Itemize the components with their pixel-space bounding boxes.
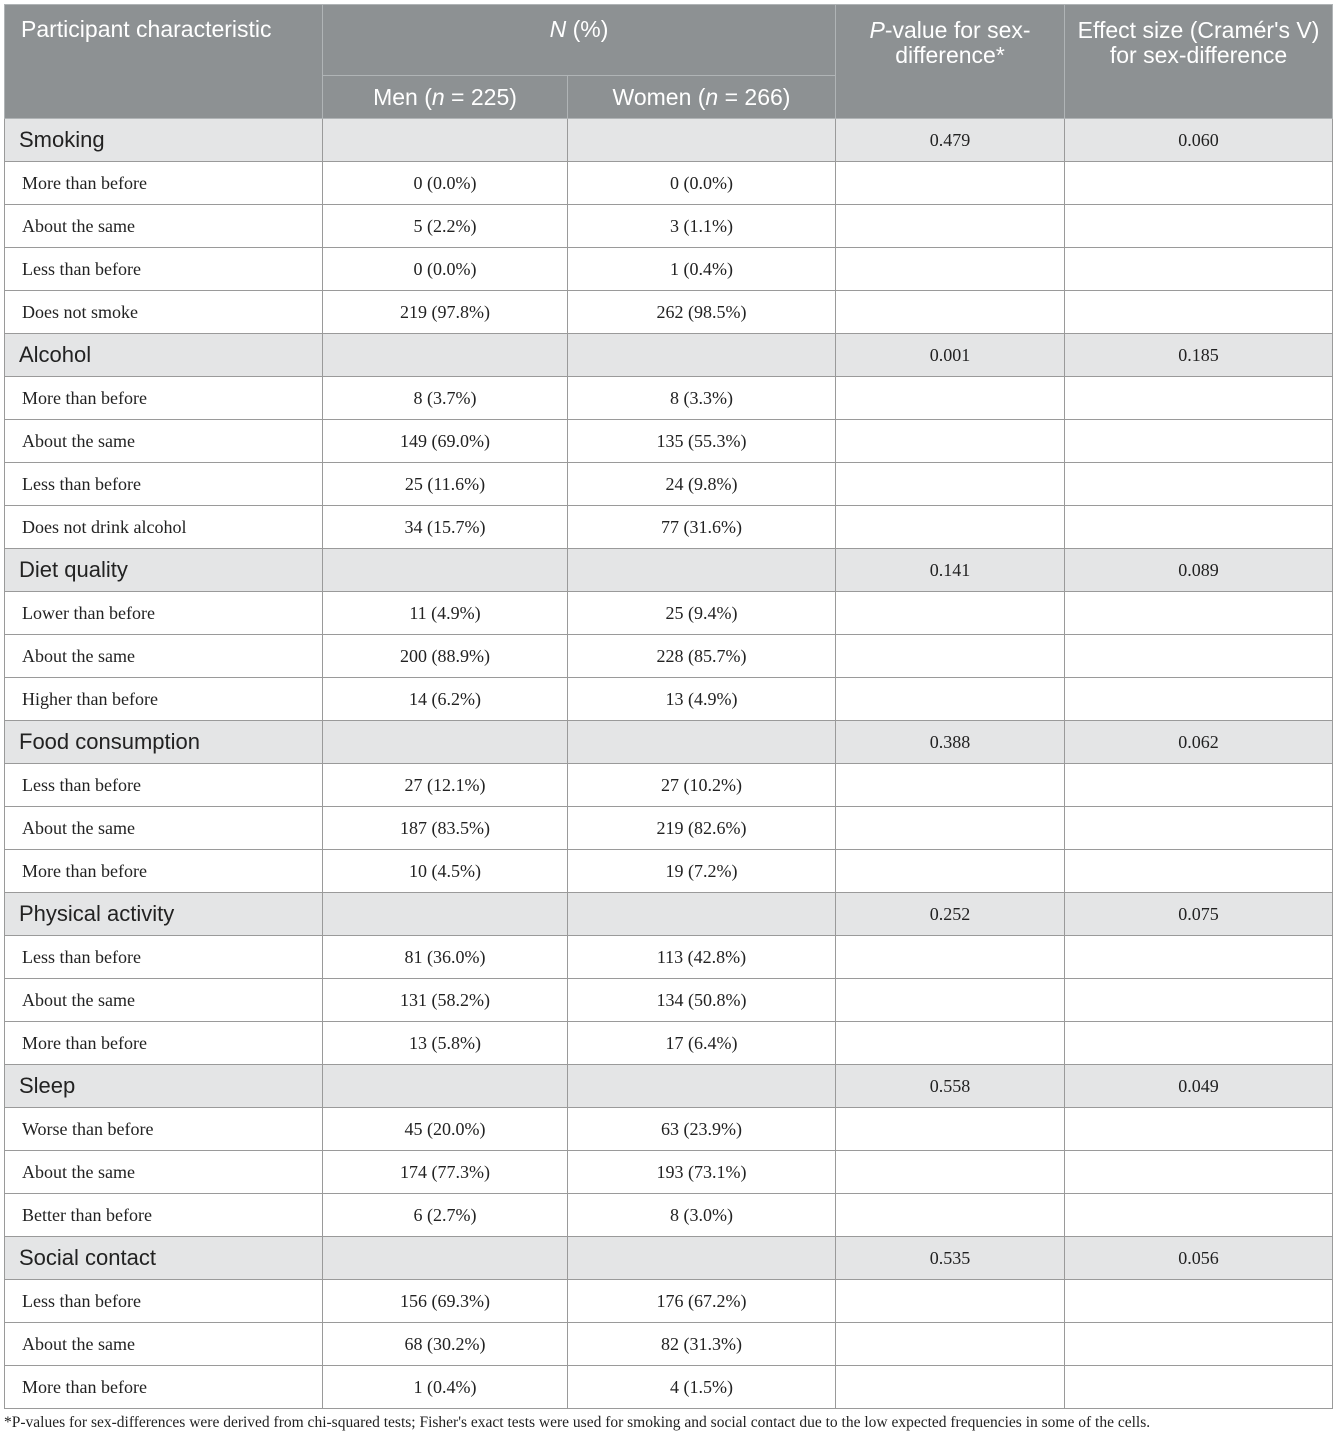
table-row xyxy=(5,377,1333,420)
row-label: About the same xyxy=(5,807,323,850)
row-label: More than before xyxy=(5,377,323,420)
row-label: More than before xyxy=(5,1366,323,1409)
empty-cell xyxy=(836,850,1065,893)
table-row xyxy=(5,205,1333,248)
group-empty xyxy=(323,549,568,592)
group-name: Diet quality xyxy=(5,549,323,592)
empty-cell xyxy=(1065,807,1333,850)
group-name: Physical activity xyxy=(5,893,323,936)
group-empty xyxy=(568,334,836,377)
empty-cell xyxy=(836,678,1065,721)
empty-cell xyxy=(1065,1108,1333,1151)
header-men-n: n xyxy=(431,83,445,110)
men-value: 187 (83.5%) xyxy=(323,807,568,850)
table-row xyxy=(5,850,1333,893)
group-row xyxy=(5,119,1333,162)
row-label: About the same xyxy=(5,205,323,248)
women-value: 77 (31.6%) xyxy=(568,506,836,549)
row-label: About the same xyxy=(5,635,323,678)
empty-cell xyxy=(1065,463,1333,506)
women-value: 193 (73.1%) xyxy=(568,1151,836,1194)
table-container xyxy=(4,4,1332,1409)
header-p-letter: P xyxy=(869,17,885,43)
header-men-label: Men ( xyxy=(373,83,432,110)
row-label: About the same xyxy=(5,1323,323,1366)
women-value: 113 (42.8%) xyxy=(568,936,836,979)
group-empty xyxy=(568,1065,836,1108)
table-row xyxy=(5,162,1333,205)
empty-cell xyxy=(836,205,1065,248)
women-value: 262 (98.5%) xyxy=(568,291,836,334)
empty-cell xyxy=(836,764,1065,807)
group-empty xyxy=(568,119,836,162)
table-footnote: *P-values for sex-differences were derived from chi-squared tests; Fisher's exact tests were used for smoking and social contact due to the low expected frequencies in some of the cells. xyxy=(4,1414,1151,1431)
empty-cell xyxy=(836,463,1065,506)
women-value: 17 (6.4%) xyxy=(568,1022,836,1065)
empty-cell xyxy=(836,1194,1065,1237)
empty-cell xyxy=(836,1151,1065,1194)
group-empty xyxy=(568,549,836,592)
group-pvalue: 0.535 xyxy=(836,1237,1065,1280)
empty-cell xyxy=(836,936,1065,979)
empty-cell xyxy=(1065,205,1333,248)
group-effect-size: 0.185 xyxy=(1065,334,1333,377)
header-women xyxy=(568,76,836,119)
group-pvalue: 0.252 xyxy=(836,893,1065,936)
group-row xyxy=(5,1237,1333,1280)
row-label: Less than before xyxy=(5,1280,323,1323)
men-value: 34 (15.7%) xyxy=(323,506,568,549)
women-value: 19 (7.2%) xyxy=(568,850,836,893)
row-label: Less than before xyxy=(5,248,323,291)
table-row xyxy=(5,1151,1333,1194)
group-pvalue: 0.001 xyxy=(836,334,1065,377)
empty-cell xyxy=(836,420,1065,463)
header-women-label: Women ( xyxy=(612,83,706,110)
empty-cell xyxy=(836,1323,1065,1366)
men-value: 68 (30.2%) xyxy=(323,1323,568,1366)
men-value: 200 (88.9%) xyxy=(323,635,568,678)
row-label: Lower than before xyxy=(5,592,323,635)
header-men-count: = 225) xyxy=(444,83,517,110)
table-body xyxy=(5,119,1333,1409)
table-row xyxy=(5,1108,1333,1151)
empty-cell xyxy=(836,635,1065,678)
men-value: 174 (77.3%) xyxy=(323,1151,568,1194)
group-empty xyxy=(323,1065,568,1108)
empty-cell xyxy=(836,506,1065,549)
empty-cell xyxy=(1065,1323,1333,1366)
row-label: More than before xyxy=(5,1022,323,1065)
group-empty xyxy=(568,893,836,936)
group-name: Smoking xyxy=(5,119,323,162)
men-value: 5 (2.2%) xyxy=(323,205,568,248)
group-row xyxy=(5,721,1333,764)
table-row xyxy=(5,592,1333,635)
row-label: Less than before xyxy=(5,463,323,506)
empty-cell xyxy=(1065,936,1333,979)
empty-cell xyxy=(1065,162,1333,205)
group-row xyxy=(5,1065,1333,1108)
row-label: More than before xyxy=(5,850,323,893)
women-value: 63 (23.9%) xyxy=(568,1108,836,1151)
empty-cell xyxy=(1065,850,1333,893)
table-row xyxy=(5,979,1333,1022)
header-pvalue-text: -value for sex-difference* xyxy=(884,17,1031,68)
group-row xyxy=(5,334,1333,377)
table-row xyxy=(5,291,1333,334)
table-row xyxy=(5,1194,1333,1237)
women-value: 228 (85.7%) xyxy=(568,635,836,678)
row-label: More than before xyxy=(5,162,323,205)
header-n-percent xyxy=(323,5,836,76)
men-value: 0 (0.0%) xyxy=(323,162,568,205)
group-name: Food consumption xyxy=(5,721,323,764)
header-effect-size: Effect size (Cramér's V) for sex-difference xyxy=(1065,5,1333,119)
empty-cell xyxy=(1065,979,1333,1022)
row-label: About the same xyxy=(5,1151,323,1194)
men-value: 25 (11.6%) xyxy=(323,463,568,506)
empty-cell xyxy=(836,1108,1065,1151)
empty-cell xyxy=(836,377,1065,420)
men-value: 14 (6.2%) xyxy=(323,678,568,721)
empty-cell xyxy=(836,1366,1065,1409)
row-label: Higher than before xyxy=(5,678,323,721)
women-value: 4 (1.5%) xyxy=(568,1366,836,1409)
women-value: 0 (0.0%) xyxy=(568,162,836,205)
empty-cell xyxy=(836,248,1065,291)
women-value: 176 (67.2%) xyxy=(568,1280,836,1323)
empty-cell xyxy=(1065,592,1333,635)
row-label: Better than before xyxy=(5,1194,323,1237)
table-row xyxy=(5,248,1333,291)
empty-cell xyxy=(836,291,1065,334)
women-value: 24 (9.8%) xyxy=(568,463,836,506)
group-effect-size: 0.062 xyxy=(1065,721,1333,764)
men-value: 11 (4.9%) xyxy=(323,592,568,635)
women-value: 13 (4.9%) xyxy=(568,678,836,721)
empty-cell xyxy=(1065,764,1333,807)
empty-cell xyxy=(1065,635,1333,678)
table-row xyxy=(5,678,1333,721)
table-header xyxy=(5,5,1333,119)
row-label: About the same xyxy=(5,420,323,463)
women-value: 3 (1.1%) xyxy=(568,205,836,248)
table-row xyxy=(5,635,1333,678)
men-value: 45 (20.0%) xyxy=(323,1108,568,1151)
group-empty xyxy=(568,721,836,764)
table-row xyxy=(5,807,1333,850)
header-characteristic: Participant characteristic xyxy=(5,5,323,119)
group-empty xyxy=(323,334,568,377)
row-label: Does not drink alcohol xyxy=(5,506,323,549)
row-label: Does not smoke xyxy=(5,291,323,334)
group-row xyxy=(5,549,1333,592)
empty-cell xyxy=(1065,678,1333,721)
men-value: 13 (5.8%) xyxy=(323,1022,568,1065)
women-value: 27 (10.2%) xyxy=(568,764,836,807)
women-value: 82 (31.3%) xyxy=(568,1323,836,1366)
men-value: 8 (3.7%) xyxy=(323,377,568,420)
women-value: 219 (82.6%) xyxy=(568,807,836,850)
women-value: 25 (9.4%) xyxy=(568,592,836,635)
empty-cell xyxy=(836,162,1065,205)
empty-cell xyxy=(836,807,1065,850)
empty-cell xyxy=(1065,248,1333,291)
table-row xyxy=(5,764,1333,807)
row-label: Less than before xyxy=(5,764,323,807)
row-label: About the same xyxy=(5,979,323,1022)
empty-cell xyxy=(836,1022,1065,1065)
group-pvalue: 0.479 xyxy=(836,119,1065,162)
empty-cell xyxy=(836,592,1065,635)
men-value: 1 (0.4%) xyxy=(323,1366,568,1409)
women-value: 8 (3.0%) xyxy=(568,1194,836,1237)
group-effect-size: 0.089 xyxy=(1065,549,1333,592)
group-name: Alcohol xyxy=(5,334,323,377)
empty-cell xyxy=(1065,420,1333,463)
men-value: 219 (97.8%) xyxy=(323,291,568,334)
men-value: 131 (58.2%) xyxy=(323,979,568,1022)
empty-cell xyxy=(1065,1022,1333,1065)
group-empty xyxy=(323,1237,568,1280)
header-pvalue xyxy=(836,5,1065,119)
empty-cell xyxy=(1065,377,1333,420)
women-value: 8 (3.3%) xyxy=(568,377,836,420)
table-row xyxy=(5,1366,1333,1409)
table-row xyxy=(5,506,1333,549)
men-value: 81 (36.0%) xyxy=(323,936,568,979)
empty-cell xyxy=(1065,506,1333,549)
empty-cell xyxy=(836,979,1065,1022)
header-women-n: n xyxy=(705,83,719,110)
table-row xyxy=(5,1022,1333,1065)
header-n-letter: N xyxy=(549,16,567,42)
group-effect-size: 0.075 xyxy=(1065,893,1333,936)
group-pvalue: 0.558 xyxy=(836,1065,1065,1108)
row-label: Less than before xyxy=(5,936,323,979)
results-table xyxy=(4,4,1333,1409)
group-effect-size: 0.060 xyxy=(1065,119,1333,162)
group-effect-size: 0.056 xyxy=(1065,1237,1333,1280)
group-empty xyxy=(323,893,568,936)
row-label: Worse than before xyxy=(5,1108,323,1151)
empty-cell xyxy=(1065,1194,1333,1237)
table-row xyxy=(5,936,1333,979)
header-n-suffix: (%) xyxy=(566,16,609,42)
men-value: 6 (2.7%) xyxy=(323,1194,568,1237)
men-value: 156 (69.3%) xyxy=(323,1280,568,1323)
empty-cell xyxy=(1065,1280,1333,1323)
women-value: 1 (0.4%) xyxy=(568,248,836,291)
men-value: 27 (12.1%) xyxy=(323,764,568,807)
group-empty xyxy=(568,1237,836,1280)
header-women-count: = 266) xyxy=(718,83,791,110)
empty-cell xyxy=(1065,1366,1333,1409)
women-value: 134 (50.8%) xyxy=(568,979,836,1022)
group-pvalue: 0.388 xyxy=(836,721,1065,764)
table-row xyxy=(5,1280,1333,1323)
group-empty xyxy=(323,721,568,764)
men-value: 149 (69.0%) xyxy=(323,420,568,463)
table-row xyxy=(5,463,1333,506)
empty-cell xyxy=(1065,291,1333,334)
group-name: Social contact xyxy=(5,1237,323,1280)
group-empty xyxy=(323,119,568,162)
group-pvalue: 0.141 xyxy=(836,549,1065,592)
men-value: 10 (4.5%) xyxy=(323,850,568,893)
empty-cell xyxy=(836,1280,1065,1323)
women-value: 135 (55.3%) xyxy=(568,420,836,463)
empty-cell xyxy=(1065,1151,1333,1194)
group-name: Sleep xyxy=(5,1065,323,1108)
group-row xyxy=(5,893,1333,936)
table-row xyxy=(5,1323,1333,1366)
men-value: 0 (0.0%) xyxy=(323,248,568,291)
header-men xyxy=(323,76,568,119)
table-row xyxy=(5,420,1333,463)
group-effect-size: 0.049 xyxy=(1065,1065,1333,1108)
